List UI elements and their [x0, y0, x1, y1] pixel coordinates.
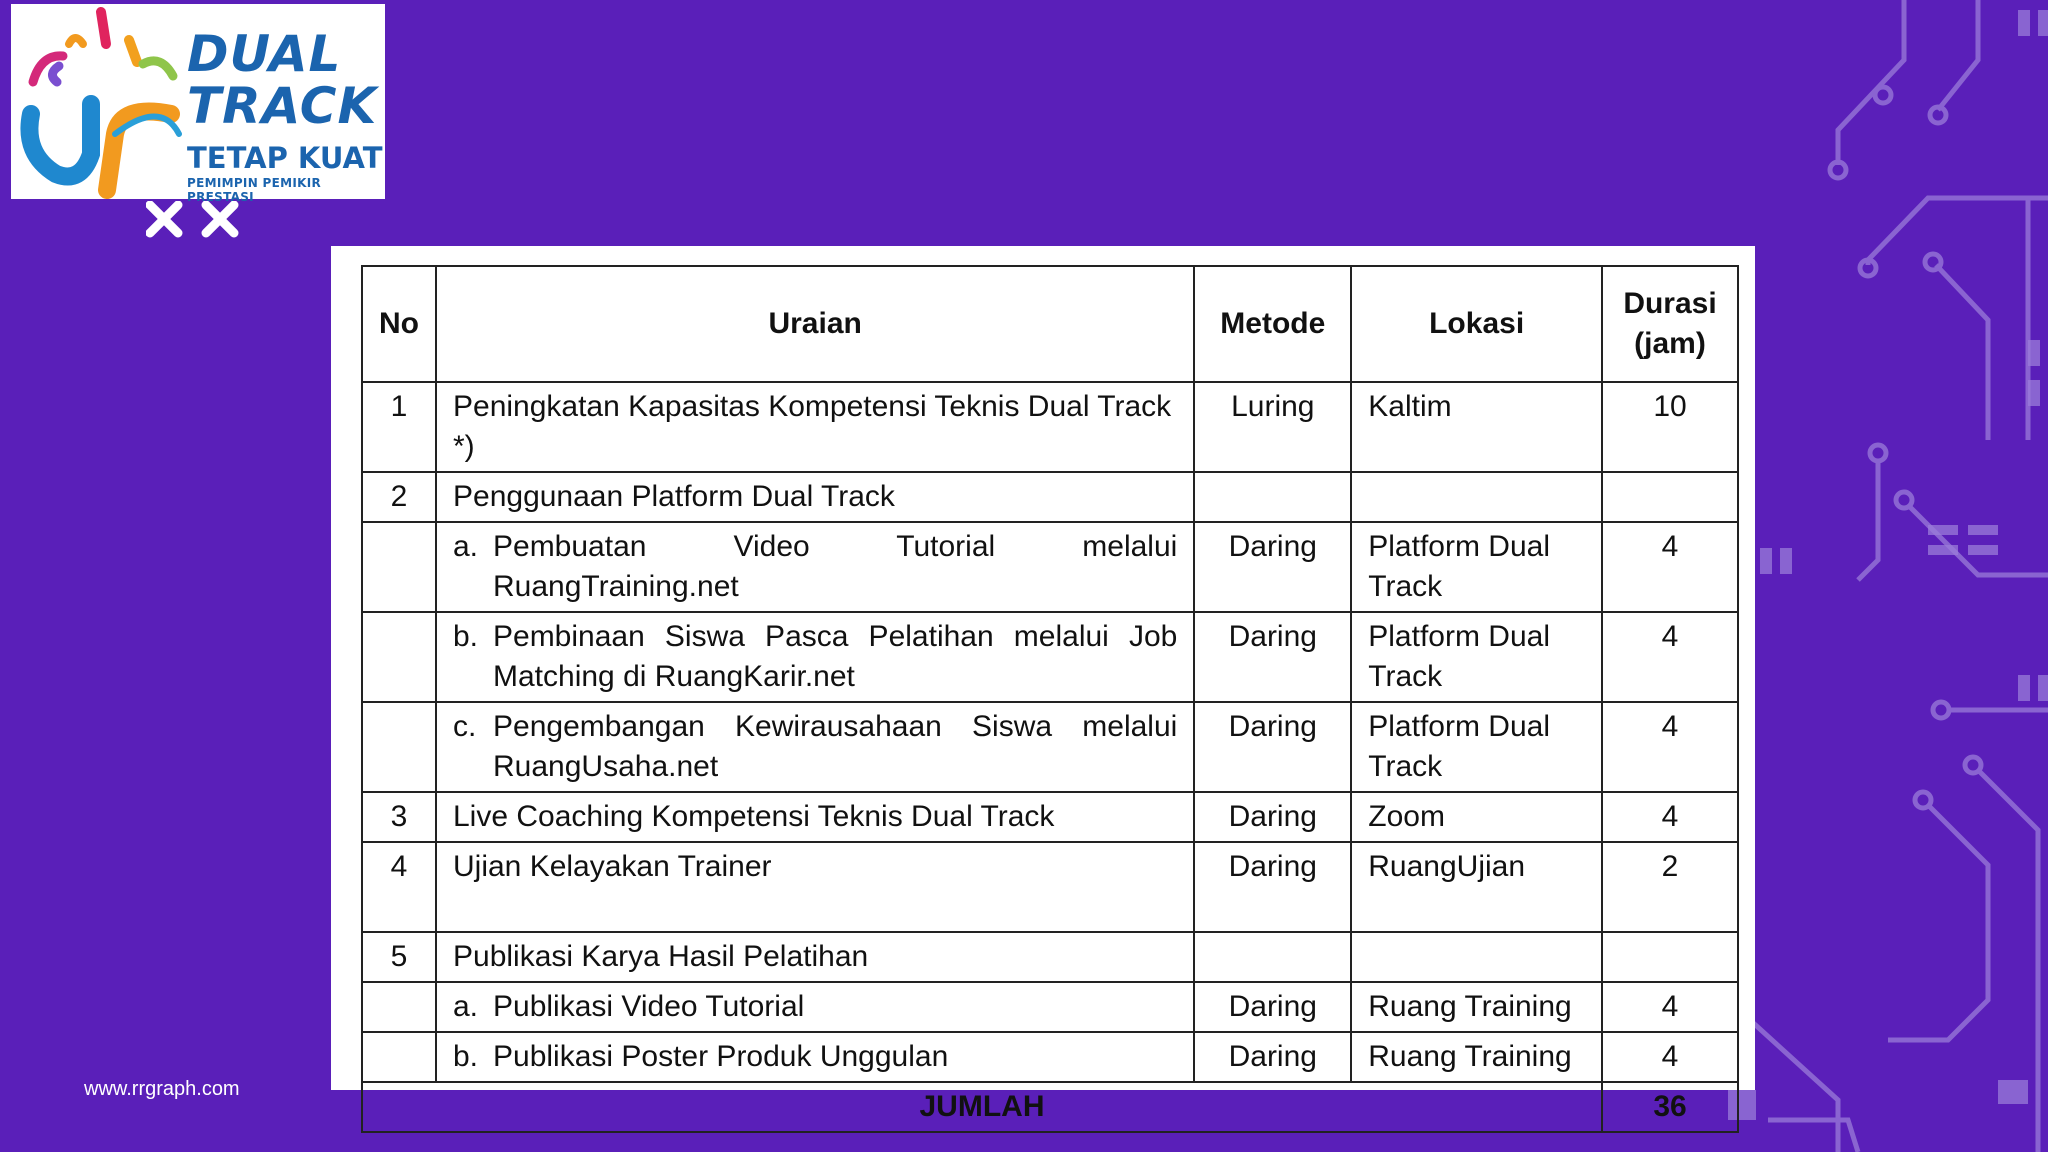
- cell-durasi: 10: [1602, 382, 1738, 472]
- cell-no: 1: [362, 382, 436, 472]
- cell-metode: Daring: [1194, 612, 1351, 702]
- x-mark-icon: [206, 205, 234, 233]
- training-schedule-table: [361, 265, 1739, 1133]
- x-mark-icon: [150, 205, 178, 233]
- sub-item-text: Pembuatan Video Tutorial melalui RuangTraining.net: [493, 530, 1178, 603]
- header-durasi: Durasi (jam): [1602, 266, 1738, 382]
- cell-lokasi: Zoom: [1351, 792, 1602, 842]
- cell-no: 3: [362, 792, 436, 842]
- cell-durasi: 4: [1602, 612, 1738, 702]
- table-panel: [331, 246, 1755, 1123]
- cell-lokasi: Platform Dual Track: [1351, 702, 1602, 792]
- sub-item-letter: c.: [453, 710, 477, 743]
- table-header-row: [362, 266, 1738, 382]
- cell-durasi: 4: [1602, 1032, 1738, 1082]
- logo-text: [187, 25, 385, 204]
- sub-item-letter: b.: [453, 1040, 479, 1073]
- sub-item-letter: a.: [453, 530, 479, 563]
- cell-metode: Daring: [1194, 1032, 1351, 1082]
- table-row: [362, 382, 1738, 472]
- cell-durasi: 4: [1602, 522, 1738, 612]
- header-uraian: Uraian: [436, 266, 1194, 382]
- cell-durasi: 4: [1602, 702, 1738, 792]
- cell-lokasi: Platform Dual Track: [1351, 522, 1602, 612]
- cell-metode: Daring: [1194, 702, 1351, 792]
- cell-durasi: [1602, 472, 1738, 522]
- cell-lokasi: Kaltim: [1351, 382, 1602, 472]
- cell-metode: Daring: [1194, 842, 1351, 932]
- logo-line-track: TRACK: [187, 77, 378, 135]
- total-value: 36: [1602, 1082, 1738, 1132]
- cell-lokasi: [1351, 472, 1602, 522]
- circuit-decoration: [1728, 0, 2048, 1152]
- table-row: [362, 522, 1738, 612]
- sub-item-text: Pengembangan Kewirausahaan Siswa melalui RuangUsaha.net: [493, 710, 1178, 783]
- dual-track-logo: [11, 4, 385, 204]
- cell-uraian: [436, 702, 1194, 792]
- header-lokasi: Lokasi: [1351, 266, 1602, 382]
- cell-lokasi: Ruang Training: [1351, 1032, 1602, 1082]
- cell-durasi: 4: [1602, 982, 1738, 1032]
- table-row: [362, 842, 1738, 932]
- table-row: [362, 792, 1738, 842]
- logo-line-dual: DUAL: [187, 25, 342, 83]
- header-no: No: [362, 266, 436, 382]
- cell-uraian: [436, 612, 1194, 702]
- cell-lokasi: RuangUjian: [1351, 842, 1602, 932]
- decorative-marks: [146, 201, 246, 241]
- cell-uraian: [436, 982, 1194, 1032]
- table-row: [362, 612, 1738, 702]
- cell-uraian: Peningkatan Kapasitas Kompetensi Teknis Dual Track *): [436, 382, 1194, 472]
- cell-metode: [1194, 472, 1351, 522]
- logo-tagline: PEMIMPIN PEMIKIR PRESTASI: [187, 176, 322, 204]
- cell-uraian: Publikasi Karya Hasil Pelatihan: [436, 932, 1194, 982]
- cell-no: 5: [362, 932, 436, 982]
- cell-uraian: Ujian Kelayakan Trainer: [436, 842, 1194, 932]
- cell-lokasi: [1351, 932, 1602, 982]
- sub-item-text: Pembinaan Siswa Pasca Pelatihan melalui Job Matching di RuangKarir.net: [493, 620, 1178, 693]
- table-row: [362, 1032, 1738, 1082]
- logo-mark-icon: [11, 4, 191, 199]
- cell-no: 4: [362, 842, 436, 932]
- cell-metode: Luring: [1194, 382, 1351, 472]
- cell-durasi: 4: [1602, 792, 1738, 842]
- cell-uraian: Live Coaching Kompetensi Teknis Dual Track: [436, 792, 1194, 842]
- table-row: [362, 702, 1738, 792]
- cell-lokasi: Ruang Training: [1351, 982, 1602, 1032]
- cell-no: [362, 982, 436, 1032]
- table-total-row: [362, 1082, 1738, 1132]
- sub-item-text: Publikasi Poster Produk Unggulan: [493, 1040, 949, 1073]
- cell-no: [362, 522, 436, 612]
- cell-uraian: [436, 1032, 1194, 1082]
- cell-durasi: [1602, 932, 1738, 982]
- cell-metode: [1194, 932, 1351, 982]
- cell-durasi: 2: [1602, 842, 1738, 932]
- sub-item-letter: b.: [453, 620, 479, 653]
- website-url: www.rrgraph.com: [84, 1078, 240, 1100]
- cell-metode: Daring: [1194, 522, 1351, 612]
- sub-item-letter: a.: [453, 990, 479, 1023]
- table-row: [362, 472, 1738, 522]
- cell-no: [362, 612, 436, 702]
- cell-lokasi: Platform Dual Track: [1351, 612, 1602, 702]
- header-metode: Metode: [1194, 266, 1351, 382]
- cell-uraian: Penggunaan Platform Dual Track: [436, 472, 1194, 522]
- cell-no: [362, 1032, 436, 1082]
- table-row: [362, 932, 1738, 982]
- table-row: [362, 982, 1738, 1032]
- logo-line-tetap-kuat: TETAP KUAT: [187, 141, 383, 175]
- total-label: JUMLAH: [362, 1082, 1602, 1132]
- cell-metode: Daring: [1194, 982, 1351, 1032]
- sub-item-text: Publikasi Video Tutorial: [493, 990, 805, 1023]
- cell-no: [362, 702, 436, 792]
- cell-no: 2: [362, 472, 436, 522]
- cell-uraian: [436, 522, 1194, 612]
- cell-metode: Daring: [1194, 792, 1351, 842]
